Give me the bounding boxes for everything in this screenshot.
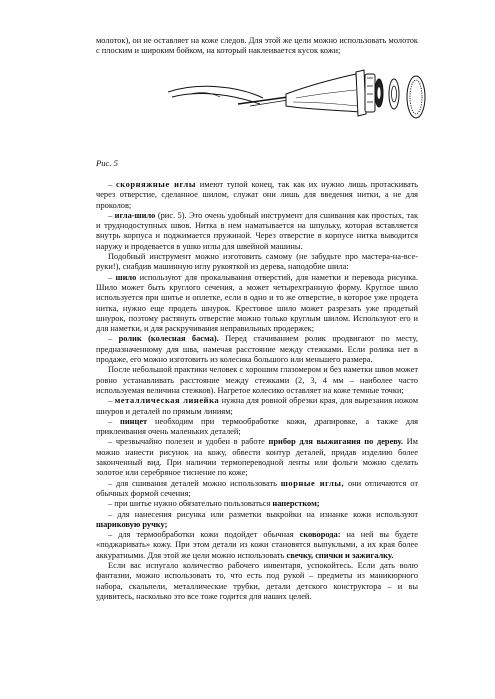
awl-needle-illustration	[168, 64, 433, 144]
term-furrier-needles: скорняжные иглы	[115, 180, 196, 189]
paragraph-furrier-needles: – скорняжные иглы имеют тупой конец, так как их нужно лишь протаскивать через отверстие, сделанное шилом, служат они лишь для введения нитки, а не для проколов;	[96, 180, 418, 210]
paragraph-burner: – чрезвычайно полезен и удобен в работе прибор для выжигания по дереву. Им можно нанести рисунок на кожу, обвести контур деталей, придав изделию более законченный вид. При наличии термопереводной ленты или фольги можно сделать золотое или серебряное тиснение по коже;	[96, 437, 418, 478]
figure-caption: Рис. 5	[96, 158, 118, 168]
paragraph-tweezers: – пинцет необходим при термообработке кожи, драпировке, а также для приклеивания очень маленьких деталей;	[96, 416, 418, 437]
paragraph-closing: Если вас испугало количество рабочего инвентаря, успокойтесь. Если дать волю фантазии, можно использовать то, что есть под рукой – предметы из маникюрного набора, скальпели, металлические трубки, детали детского конструктора – и вы удивитесь, насколько это все тоже годится для наших целей.	[96, 560, 418, 601]
term-metal-ruler: металлическая линейка	[114, 396, 220, 406]
term-awl: шило	[115, 272, 137, 282]
term-burner: прибор для выжигания по дереву.	[268, 437, 403, 447]
term-candle-matches: свечку, спички и зажигалку.	[286, 550, 394, 560]
top-paragraph: молоток), он не оставляет на коже следов. Для этой же цели можно использовать молоток с плоским и широким бойком, на который наклеивается кусок кожи;	[96, 36, 418, 56]
term-ballpoint: шариковую ручку;	[96, 519, 168, 529]
term-harness-needles: шорные иглы,	[280, 478, 345, 488]
term-roller: ролик (колесная басма).	[118, 334, 219, 344]
paragraph-harness-needles: – для сшивания деталей можно использовать шорные иглы, они отличаются от обычных формой сечения;	[96, 478, 418, 498]
term-frying-pan: сковорода:	[299, 530, 341, 540]
paragraph-homemade-tool: Подобный инструмент можно изготовить самому (не забудьте про мастера-на-все-руки!), снабдив машинную иглу рукояткой из дерева, наподобие шила:	[96, 252, 418, 272]
tools-list	[96, 180, 418, 602]
paragraph-awl: – шило используют для прокалывания отверстий, для наметки и перевода рисунка. Шило может быть круглого сечения, а может четырехгранную форму. Круглое шило используется при шитье и оплетке, если в одно и то же отверстие, в которое уже продета нитка, нужно еще продеть шнурок. Крестовое шило может разрезать уже продетый шнурок, поэтому растянуть отверстие можно только круглым шилом. Используют его и для наметки, и для раскручивания неправильных продержек;	[96, 272, 418, 334]
paragraph-stitch-spacing: После небольшой практики человек с хорошим глазомером и без наметки швов может ровно устанавливать расстояние между стежками (2, 3, 4 мм – наиболее часто используемая величина стежков). Нагретое колесико оставляет на коже темные точки;	[96, 365, 418, 395]
term-needle-awl: игла-шило	[114, 210, 156, 220]
term-tweezers: пинцет	[120, 416, 148, 426]
paragraph-roller: – ролик (колесная басма). Перед стачиванием ролик продвигают по месту, предназначенному для шва, намечая расстояние между стежками. Если ролика нет в продаже, его можно изготовить из колесика большого или меньшего размера.	[96, 334, 418, 365]
paragraph-thimble: – при шитье нужно обязательно пользоваться наперстком;	[108, 499, 320, 509]
term-thimble: наперстком;	[272, 499, 320, 509]
paragraph-ballpoint: – для нанесения рисунка или разметки выкройки на изнанке кожи используют шариковую ручку;	[96, 509, 418, 529]
paragraph-needle-awl: – игла-шило (рис. 5). Это очень удобный инструмент для сшивания как простых, так и труднодоступных швов. Нитка в нем наматывается на шпульку, которая вставляется внутрь корпуса и поджимается пружиной. Через отверстие в корпусе нитка выводится наружу и продевается в ушко иглы для швейной машины.	[96, 210, 419, 251]
top-text-block	[96, 36, 418, 57]
paragraph-frying-pan: – для термообработки кожи подойдет обычная сковорода: на ней вы будете «поджаривать» кожу. При этом детали из кожи становятся выпуклыми, а их края более аккуратными. Для этой же цели можно использовать свечку, спички и зажигалку.	[96, 530, 418, 560]
paragraph-metal-ruler: – металлическая линейка нужна для ровной обрезки края, для вырезания ножом шнуров и деталей по прямым линиям;	[96, 396, 418, 416]
